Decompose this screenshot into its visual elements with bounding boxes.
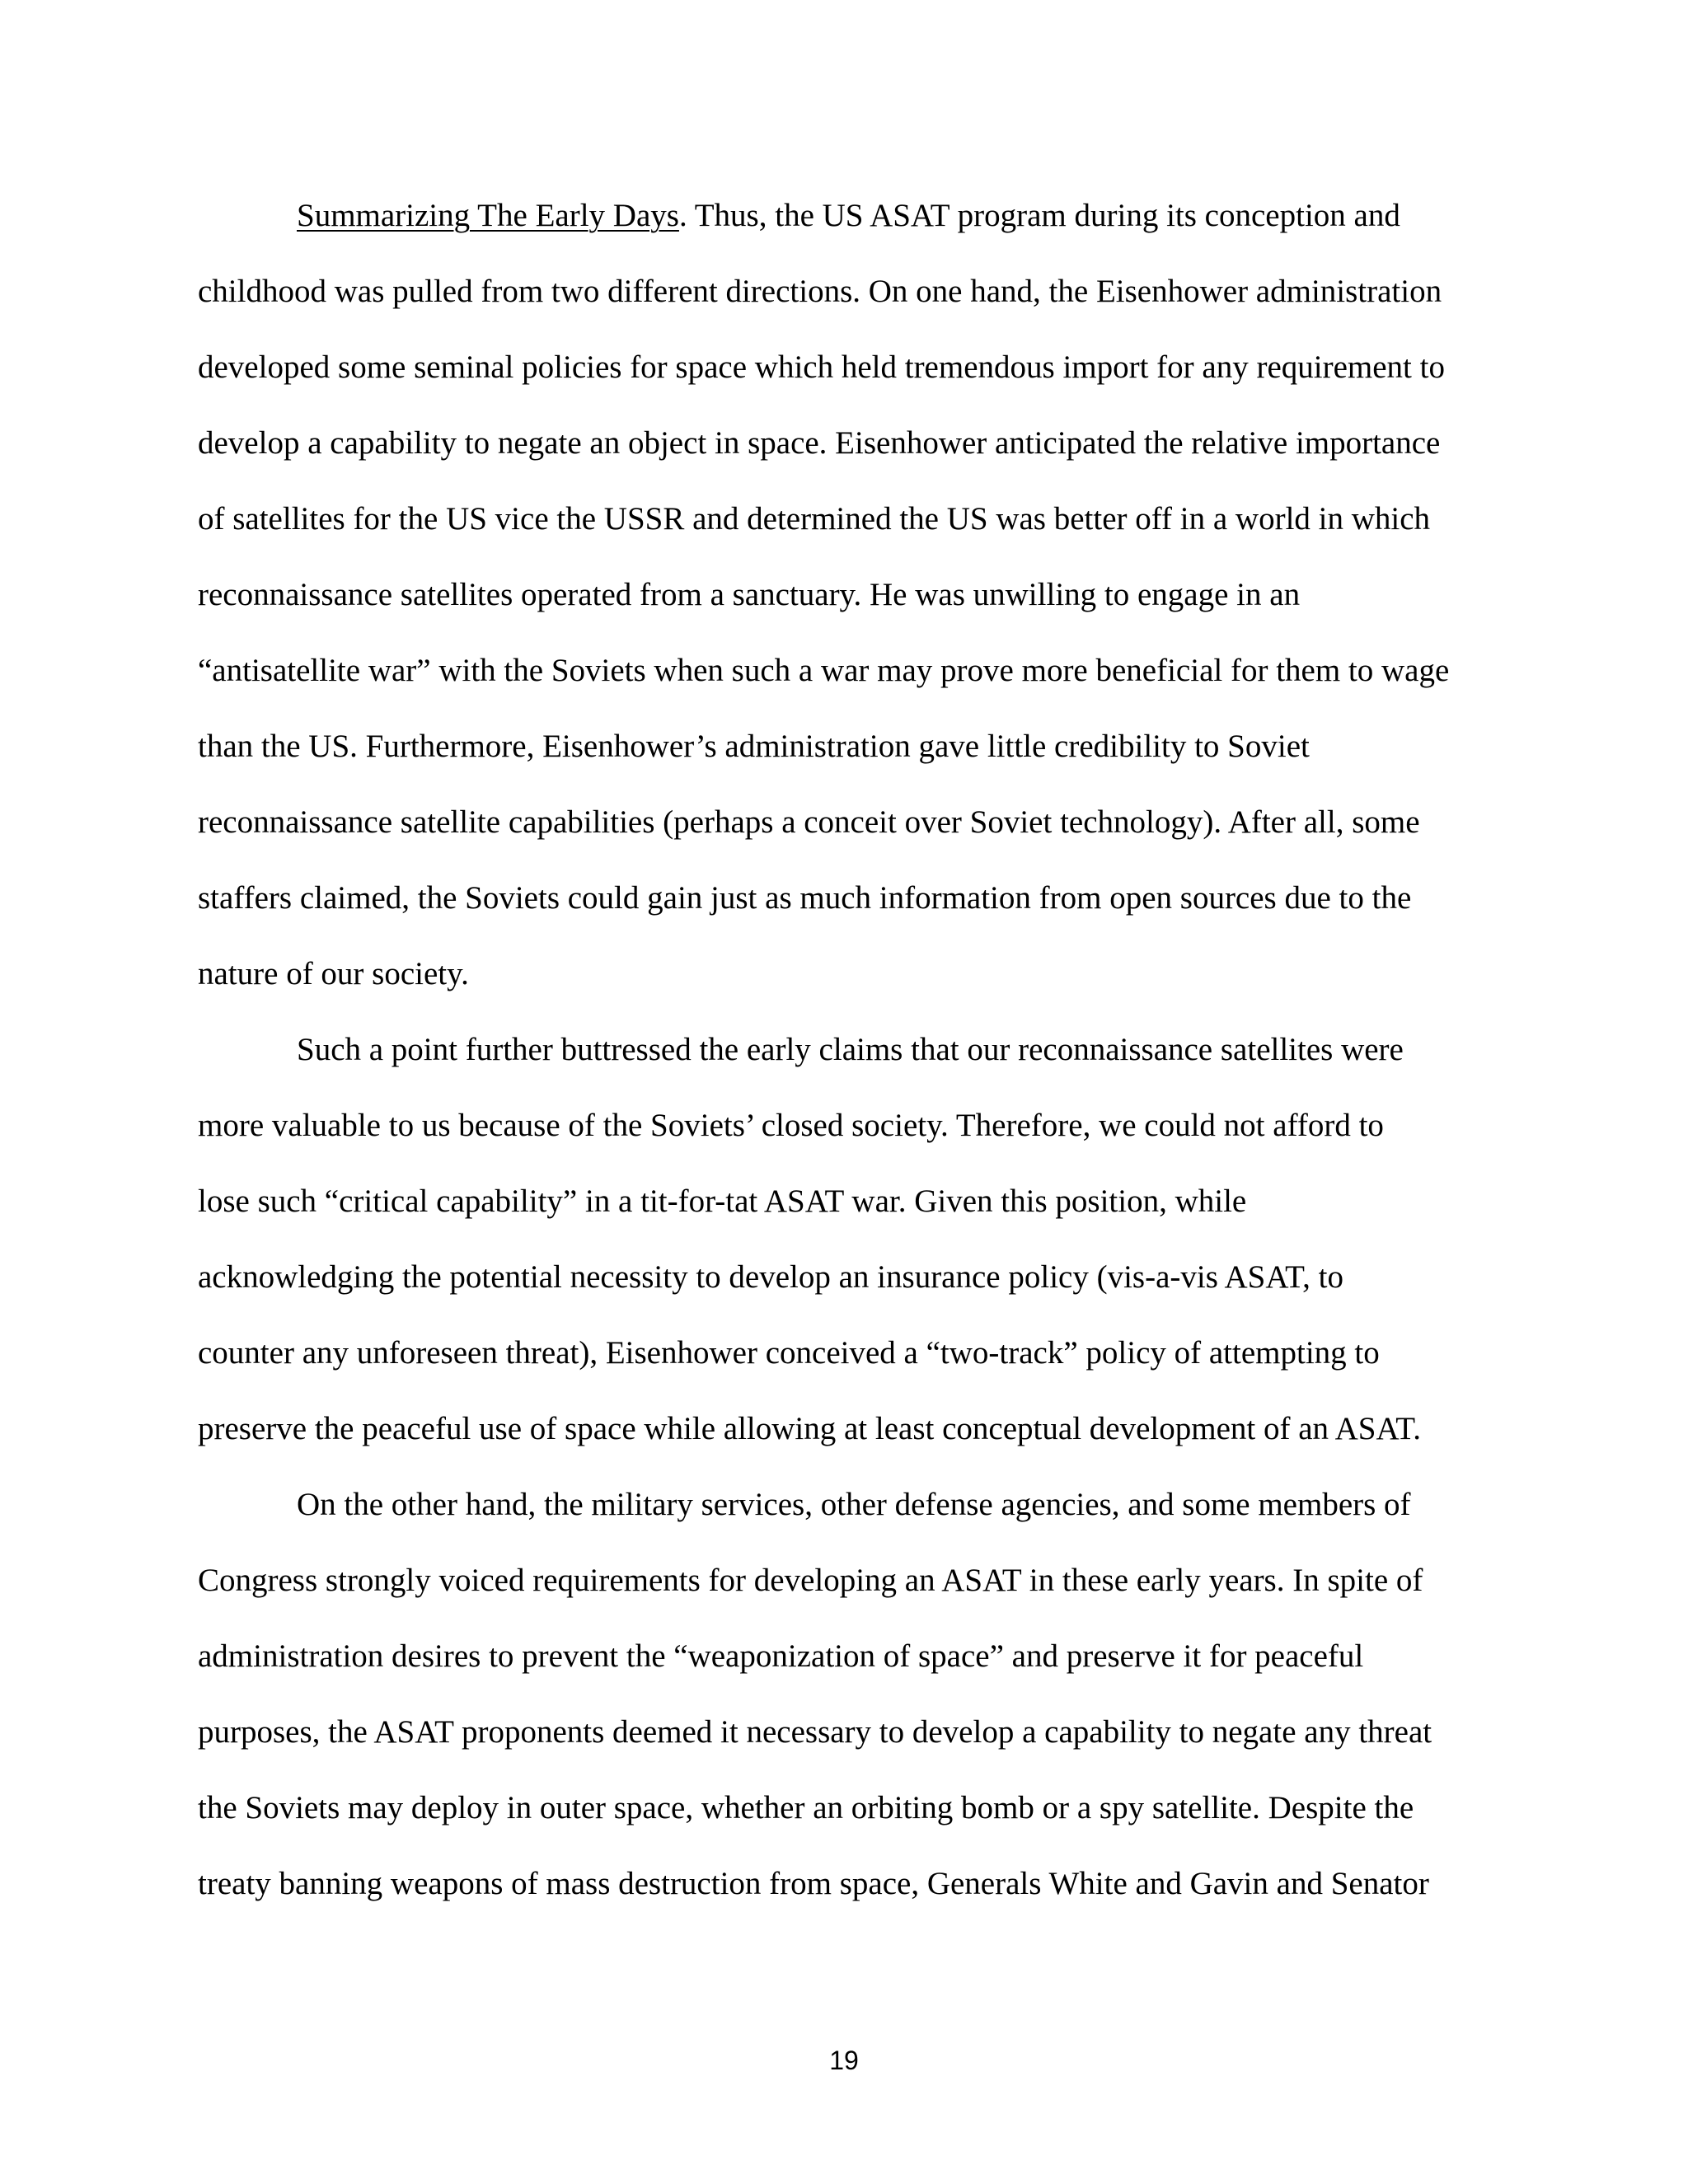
paragraph-3-line-1: On the other hand, the military services, other defense agencies, and some members of — [297, 1487, 1411, 1522]
paragraph-1-line-6: reconnaissance satellites operated from a sanctuary. He was unwilling to engage in an — [198, 577, 1301, 612]
paragraph-1-line-11: nature of our society. — [198, 956, 469, 991]
paragraph-1-line-1 — [297, 195, 1400, 237]
paragraph-2-line-4: acknowledging the potential necessity to develop an insurance policy (vis-a-vis ASAT, to — [198, 1259, 1343, 1295]
paragraph-3-line-2: Congress strongly voiced requirements for developing an ASAT in these early years. In spite of — [198, 1563, 1423, 1598]
paragraph-1-line-8: than the US. Furthermore, Eisenhower’s administration gave little credibility to Soviet — [198, 729, 1310, 764]
paragraph-2-line-2: more valuable to us because of the Soviets’ closed society. Therefore, we could not afford to — [198, 1108, 1384, 1143]
section-heading: Summarizing The Early Days — [297, 198, 679, 233]
paragraph-2-line-3: lose such “critical capability” in a tit-for-tat ASAT war. Given this position, while — [198, 1183, 1247, 1219]
paragraph-1-line-4: develop a capability to negate an object in space. Eisenhower anticipated the relative importance — [198, 425, 1441, 461]
paragraph-3-line-6: treaty banning weapons of mass destruction from space, Generals White and Gavin and Senator — [198, 1866, 1429, 1901]
paragraph-2-line-5: counter any unforeseen threat), Eisenhower conceived a “two-track” policy of attempting to — [198, 1335, 1380, 1371]
paragraph-2-line-6: preserve the peaceful use of space while allowing at least conceptual development of an ASAT. — [198, 1411, 1421, 1446]
paragraph-1-line-10: staffers claimed, the Soviets could gain just as much information from open sources due to the — [198, 880, 1412, 916]
paragraph-3-line-5: the Soviets may deploy in outer space, whether an orbiting bomb or a spy satellite. Despite the — [198, 1790, 1414, 1825]
paragraph-3-line-3: administration desires to prevent the “weaponization of space” and preserve it for peaceful — [198, 1638, 1364, 1674]
paragraph-2-line-1: Such a point further buttressed the early claims that our reconnaissance satellites were — [297, 1032, 1404, 1067]
paragraph-1-line-2: childhood was pulled from two different directions. On one hand, the Eisenhower administration — [198, 274, 1442, 309]
paragraph-1-line-9: reconnaissance satellite capabilities (perhaps a conceit over Soviet technology). After all, some — [198, 804, 1420, 840]
paragraph-1-line-5: of satellites for the US vice the USSR and determined the US was better off in a world in which — [198, 501, 1431, 537]
paragraph-3-line-4: purposes, the ASAT proponents deemed it necessary to develop a capability to negate any threat — [198, 1714, 1432, 1750]
paragraph-1-line-3: developed some seminal policies for space which held tremendous import for any requirement to — [198, 349, 1445, 385]
paragraph-1-line-7: “antisatellite war” with the Soviets when such a war may prove more beneficial for them to wage — [198, 653, 1450, 688]
paragraph-1-line-1-text: . Thus, the US ASAT program during its conception and — [678, 198, 1400, 233]
page-number: 19 — [829, 2046, 859, 2075]
